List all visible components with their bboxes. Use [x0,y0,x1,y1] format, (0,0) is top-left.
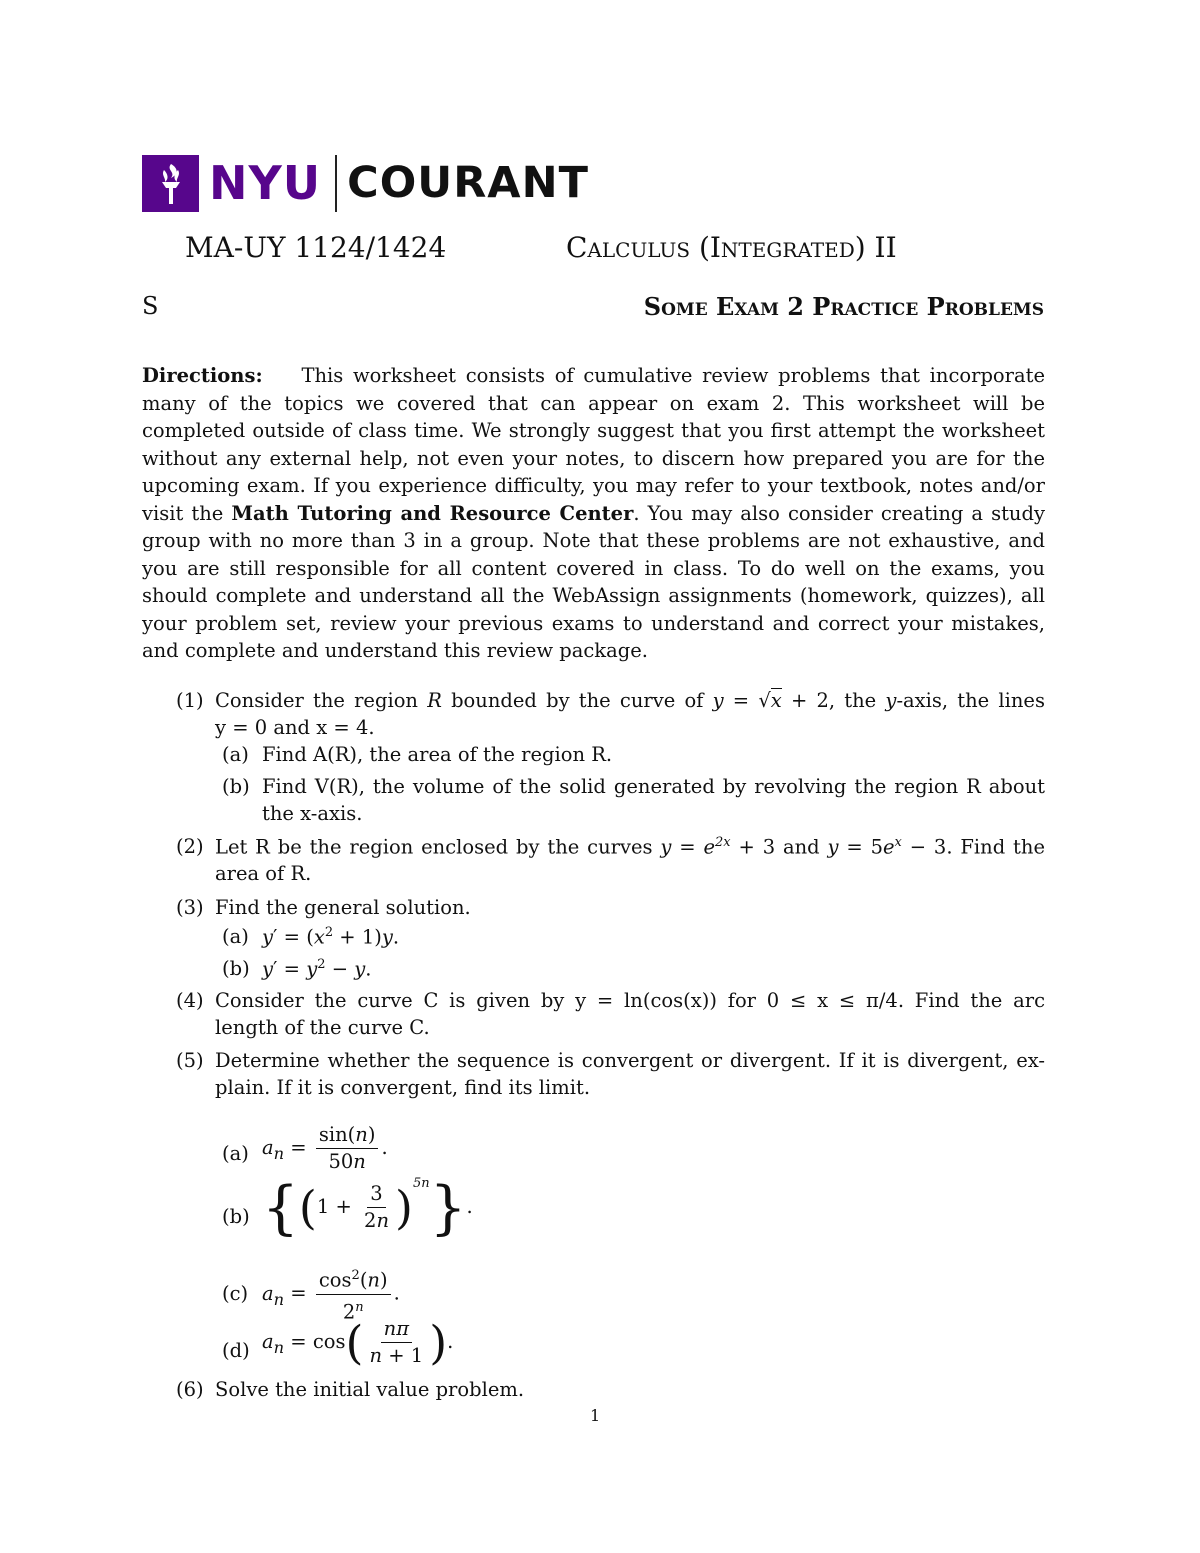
problem-5b-label: (b) [222,1205,250,1228]
directions-label: Directions: [142,364,263,387]
problem-1a-text: Find A(R), the area of the region R. [262,743,613,766]
doc-title: Some Exam 2 Practice Problems [643,292,1044,321]
section-letter: S [142,292,159,320]
course-title: Calculus (Integrated) II [566,231,897,264]
logo-divider [335,155,337,212]
problem-2-line2: area of R. [215,862,312,885]
directions-mtrc: Math Tutoring and Resource Center [231,501,634,525]
directions-paragraph [142,362,1045,665]
problem-2-line1: Let R be the region enclosed by the curves $y = e^{2x} + 3$ and $y = 5e^x - 3$. Find the [215,835,1045,859]
problem-4-label: (4) [176,989,204,1012]
problem-1b-label: (b) [222,775,250,798]
problem-1b-text: Find V(R), the volume of the solid generated by revolving the region R about [262,775,1045,798]
problem-4-line2: length of the curve C. [215,1016,430,1039]
problem-1b-text2: the x-axis. [262,802,363,825]
problem-5c-equation: $a_n$ = $\frac{\cos^2(n)}{2^n}$ . [262,1265,400,1323]
problem-6-text: Solve the initial value problem. [215,1378,525,1401]
problem-2-label: (2) [176,835,204,858]
problem-1-line1: Consider the region R bounded by the curve of y = √x + 2, the y-axis, the lines [215,689,1045,712]
torch-icon [142,155,199,212]
problem-5-label: (5) [176,1049,204,1072]
problem-5c-label: (c) [222,1282,249,1305]
page-number: 1 [590,1406,601,1425]
problem-3-label: (3) [176,896,204,919]
nyu-wordmark: NYU [209,156,322,210]
problem-3a-label: (a) [222,925,249,948]
directions-text-2: . You may also consider creating a study group with no more than 3 in a group. Note that these problems are not exhaustive, and you are still responsible for all content covered in class. To do well on the exams, you should complete and understand all the WebAssign assignments (homework, quizzes), all your problem set, review your previous exams to understand and correct your mistakes, and complete and understand this review package. [142,501,1045,662]
problem-4-line1: Consider the curve C is given by y = ln(cos(x)) for 0 ≤ x ≤ π/4. Find the arc [215,989,1045,1012]
problem-1-label: (1) [176,689,204,712]
problem-5b-equation: {(1 + $\frac{3}{2n}$ )$^{5n}$}. [262,1173,473,1242]
courant-wordmark: COURANT [347,158,589,208]
problem-5d-label: (d) [222,1339,250,1362]
nyu-courant-logo [142,155,589,212]
problem-5d-equation: $a_n = \cos$( $\frac{n\pi}{n + 1}$ ). [262,1315,454,1370]
problem-3a-equation: $y' = (x^2 + 1)y$. [262,925,400,949]
problem-3b-label: (b) [222,957,250,980]
problem-5-line1: Determine whether the sequence is convergent or divergent. If it is divergent, ex- [215,1049,1045,1072]
problem-3b-equation: $y' = y^2 - y$. [262,957,372,981]
problem-5a-equation: $a_n$ = $\frac{\sin(n)}{50n}$ . [262,1123,388,1173]
problem-5a-label: (a) [222,1142,249,1165]
problem-3-text: Find the general solution. [215,896,471,919]
directions-text-1: This worksheet consists of cumulative review problems that incorporate many of the topics we covered that can appear on exam 2. This worksheet will be completed outside of class time. We strongly suggest that you first attempt the worksheet without any external help, not even your notes, to discern how prepared you are for the upcoming exam. If you experience difficulty, you may refer to your textbook, notes and/or visit the [142,364,1046,525]
problem-1-line2: y = 0 and x = 4. [215,716,375,739]
problem-1a-label: (a) [222,743,249,766]
problem-6-label: (6) [176,1378,204,1401]
problem-5-line2: plain. If it is convergent, find its limit. [215,1076,591,1099]
course-code: MA-UY 1124/1424 [185,231,447,264]
